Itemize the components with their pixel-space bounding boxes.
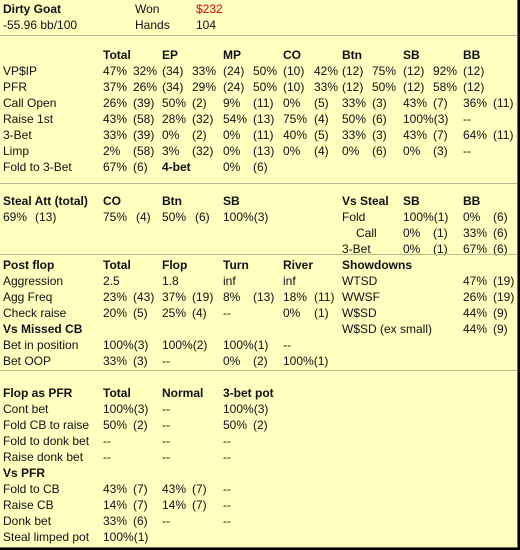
flop-pfr-row-cell: 50% bbox=[223, 418, 248, 432]
vs-pfr-row-cell: -- bbox=[223, 482, 231, 496]
flop-pfr-col-3bet: 3-bet pot bbox=[223, 386, 274, 400]
preflop-row-cell: 0% bbox=[162, 128, 180, 142]
preflop-row-cell: 100%(3) bbox=[403, 112, 449, 126]
preflop-col-co: CO bbox=[283, 48, 301, 62]
preflop-row-cell: 43% bbox=[403, 96, 428, 110]
preflop-row-cell: 50% bbox=[372, 80, 397, 94]
vs-steal-row-label: Call bbox=[356, 226, 377, 240]
missed-cb-row-label: Bet OOP bbox=[3, 354, 52, 368]
vs-steal-row-cell: (6) bbox=[493, 210, 508, 224]
vs-pfr-row-label: Fold to CB bbox=[3, 482, 60, 496]
postflop-row-cell: 8% bbox=[223, 290, 241, 304]
separator bbox=[0, 370, 517, 371]
vs-steal-row-cell: 67% bbox=[463, 242, 488, 256]
preflop-row-cell: 50% bbox=[253, 80, 278, 94]
preflop-row-label: Fold to 3-Bet bbox=[3, 160, 72, 174]
postflop-row-cell: (1) bbox=[314, 306, 329, 320]
steal-col-co: CO bbox=[103, 194, 121, 208]
vs-steal-row-cell: 100%(1) bbox=[403, 210, 449, 224]
preflop-row-cell: (58) bbox=[133, 112, 155, 126]
preflop-col-bb: BB bbox=[463, 48, 481, 62]
vs-steal-row-cell: 33% bbox=[463, 226, 488, 240]
preflop-row-cell: (6) bbox=[372, 112, 387, 126]
showdown-value: 44% bbox=[463, 322, 488, 336]
vs-pfr-row-cell: 33% bbox=[103, 514, 128, 528]
preflop-row-label: PFR bbox=[3, 80, 27, 94]
flop-pfr-row-cell: (2) bbox=[133, 418, 148, 432]
preflop-row-cell: 43% bbox=[403, 128, 428, 142]
preflop-col-btn: Btn bbox=[342, 48, 362, 62]
vs-pfr-row-cell: (7) bbox=[133, 482, 148, 496]
preflop-row-label: VP$IP bbox=[3, 64, 38, 78]
missed-cb-row-cell: (2) bbox=[253, 354, 268, 368]
postflop-row-label: Agg Freq bbox=[3, 290, 53, 304]
vs-pfr-row-label: Raise CB bbox=[3, 498, 54, 512]
preflop-col-ep: EP bbox=[162, 48, 179, 62]
preflop-row-cell: 33% bbox=[314, 80, 339, 94]
preflop-row-label: 3-Bet bbox=[3, 128, 32, 142]
postflop-row-cell: (4) bbox=[192, 306, 207, 320]
postflop-row-cell: (11) bbox=[314, 290, 335, 304]
player-name: Dirty Goat bbox=[3, 2, 62, 16]
preflop-row-cell: 50% bbox=[342, 112, 367, 126]
showdown-count: (9) bbox=[493, 306, 508, 320]
preflop-row-cell: 0% bbox=[283, 96, 301, 110]
postflop-row-cell: (13) bbox=[253, 290, 275, 304]
preflop-row-cell: 33% bbox=[342, 128, 367, 142]
preflop-row-cell: (11) bbox=[253, 96, 274, 110]
vs-steal-row-cell: (1) bbox=[433, 242, 448, 256]
showdown-value: 47% bbox=[463, 274, 488, 288]
preflop-row-cell: 4-bet bbox=[162, 160, 191, 174]
postflop-title: Post flop bbox=[3, 258, 55, 272]
postflop-col-flop: Flop bbox=[162, 258, 188, 272]
preflop-row-cell: 58% bbox=[433, 80, 458, 94]
preflop-row-cell: (2) bbox=[192, 128, 207, 142]
preflop-row-cell: 3% bbox=[162, 144, 180, 158]
showdown-value: 26% bbox=[463, 290, 488, 304]
preflop-row-cell: (32) bbox=[192, 144, 214, 158]
preflop-row-label: Call Open bbox=[3, 96, 57, 110]
flop-pfr-row-cell: -- bbox=[162, 450, 170, 464]
steal-co-count: (4) bbox=[136, 210, 151, 224]
vs-steal-row-cell: (6) bbox=[493, 242, 508, 256]
missed-cb-row-cell: 33% bbox=[103, 354, 128, 368]
vs-steal-row-cell: 0% bbox=[463, 210, 481, 224]
showdown-count: (9) bbox=[493, 322, 508, 336]
missed-cb-row-cell: -- bbox=[283, 338, 291, 352]
preflop-row-cell: (24) bbox=[223, 64, 245, 78]
vs-pfr-row-cell: -- bbox=[223, 514, 231, 528]
steal-col-btn: Btn bbox=[162, 194, 182, 208]
preflop-row-cell: 43% bbox=[103, 112, 128, 126]
preflop-row-cell: (11) bbox=[253, 128, 274, 142]
preflop-row-cell: 75% bbox=[283, 112, 308, 126]
preflop-row-cell: (7) bbox=[433, 128, 448, 142]
postflop-row-cell: inf bbox=[223, 274, 236, 288]
vs-pfr-row-cell: 43% bbox=[162, 482, 187, 496]
showdown-count: (19) bbox=[493, 274, 515, 288]
flop-pfr-row-cell: -- bbox=[162, 418, 170, 432]
postflop-row-cell: -- bbox=[223, 306, 231, 320]
separator bbox=[0, 35, 517, 36]
preflop-row-cell: 54% bbox=[223, 112, 248, 126]
preflop-row-cell: (13) bbox=[253, 112, 275, 126]
preflop-row-cell: 26% bbox=[133, 80, 158, 94]
flop-pfr-row-cell: 50% bbox=[103, 418, 128, 432]
hands-value: 104 bbox=[196, 18, 217, 32]
missed-cb-row-cell: 100%(1) bbox=[283, 354, 329, 368]
vs-steal-row-cell: (6) bbox=[493, 226, 508, 240]
flop-pfr-row-cell: -- bbox=[223, 434, 231, 448]
vs-steal-row-label: 3-Bet bbox=[342, 242, 371, 256]
won-value: $232 bbox=[196, 2, 223, 16]
showdowns-title: Showdowns bbox=[342, 258, 412, 272]
flop-pfr-row-cell: -- bbox=[162, 402, 170, 416]
vs-pfr-row-cell: (7) bbox=[133, 498, 148, 512]
flop-pfr-row-cell: 100%(3) bbox=[223, 402, 269, 416]
missed-cb-row-cell: (3) bbox=[133, 354, 148, 368]
vs-pfr-row-cell: 43% bbox=[103, 482, 128, 496]
flop-pfr-row-label: Fold to donk bet bbox=[3, 434, 90, 448]
preflop-row-cell: (5) bbox=[314, 128, 329, 142]
preflop-row-cell: (5) bbox=[314, 96, 329, 110]
preflop-row-cell: (12) bbox=[463, 80, 485, 94]
vs-steal-row-label: Fold bbox=[342, 210, 366, 224]
flop-pfr-row-cell: -- bbox=[103, 434, 111, 448]
postflop-row-cell: 0% bbox=[283, 306, 301, 320]
preflop-row-cell: (2) bbox=[192, 96, 207, 110]
vs-pfr-row-label: Donk bet bbox=[3, 514, 52, 528]
missed-cb-row-cell: -- bbox=[162, 354, 170, 368]
preflop-row-cell: 40% bbox=[283, 128, 308, 142]
preflop-row-cell: 36% bbox=[463, 96, 488, 110]
preflop-row-cell: (34) bbox=[162, 64, 184, 78]
steal-total-count: (13) bbox=[35, 210, 57, 224]
preflop-col-mp: MP bbox=[223, 48, 241, 62]
postflop-row-cell: 1.8 bbox=[162, 274, 179, 288]
vs-steal-row-cell: 0% bbox=[403, 226, 421, 240]
preflop-row-cell: (7) bbox=[433, 96, 448, 110]
steal-btn: 50% bbox=[162, 210, 187, 224]
preflop-row-cell: -- bbox=[463, 144, 471, 158]
preflop-row-cell: 0% bbox=[403, 144, 421, 158]
postflop-row-cell: 37% bbox=[162, 290, 187, 304]
preflop-row-cell: (34) bbox=[162, 80, 184, 94]
preflop-row-cell: (58) bbox=[133, 144, 155, 158]
postflop-row-cell: 25% bbox=[162, 306, 187, 320]
preflop-row-label: Raise 1st bbox=[3, 112, 54, 126]
preflop-row-cell: 47% bbox=[103, 64, 128, 78]
steal-sb: 100%(3) bbox=[223, 210, 269, 224]
showdown-label: W$SD (ex small) bbox=[342, 322, 433, 336]
preflop-row-cell: (6) bbox=[372, 144, 387, 158]
preflop-row-cell: (11) bbox=[493, 96, 514, 110]
vs-steal-row-cell: 0% bbox=[403, 242, 421, 256]
flop-pfr-row-cell: -- bbox=[103, 450, 111, 464]
steal-col-sb: SB bbox=[223, 194, 240, 208]
preflop-row-cell: (3) bbox=[433, 144, 448, 158]
preflop-row-cell: 32% bbox=[133, 64, 158, 78]
missed-cb-row-cell: 100%(3) bbox=[103, 338, 149, 352]
separator bbox=[0, 183, 517, 184]
showdown-value: 44% bbox=[463, 306, 488, 320]
preflop-row-cell: 29% bbox=[192, 80, 217, 94]
showdown-count: (19) bbox=[493, 290, 515, 304]
preflop-row-cell: (39) bbox=[133, 128, 155, 142]
missed-cb-row-cell: 0% bbox=[223, 354, 241, 368]
postflop-row-cell: 23% bbox=[103, 290, 128, 304]
preflop-row-cell: (11) bbox=[493, 128, 514, 142]
hands-label: Hands bbox=[135, 18, 170, 32]
flop-pfr-row-cell: 100%(3) bbox=[103, 402, 149, 416]
flop-pfr-title: Flop as PFR bbox=[3, 386, 73, 400]
preflop-row-cell: 67% bbox=[103, 160, 128, 174]
missed-cb-row-cell: 100%(2) bbox=[162, 338, 208, 352]
steal-btn-count: (6) bbox=[195, 210, 210, 224]
vs-pfr-row-cell: (7) bbox=[192, 482, 207, 496]
preflop-row-cell: (39) bbox=[133, 96, 155, 110]
postflop-row-cell: inf bbox=[283, 274, 296, 288]
preflop-col-sb: SB bbox=[403, 48, 420, 62]
preflop-row-cell: 0% bbox=[223, 128, 241, 142]
vs-pfr-row-cell: (6) bbox=[133, 514, 148, 528]
flop-pfr-row-cell: -- bbox=[162, 434, 170, 448]
postflop-row-cell: 18% bbox=[283, 290, 308, 304]
preflop-row-cell: 42% bbox=[314, 64, 339, 78]
steal-co: 75% bbox=[103, 210, 128, 224]
flop-pfr-row-label: Cont bet bbox=[3, 402, 49, 416]
preflop-row-cell: 37% bbox=[103, 80, 128, 94]
preflop-row-cell: 9% bbox=[223, 96, 241, 110]
preflop-row-cell: (12) bbox=[463, 64, 485, 78]
vs-pfr-row-cell: -- bbox=[162, 514, 170, 528]
vs-steal-col-bb: BB bbox=[463, 194, 481, 208]
vs-pfr-row-cell: 14% bbox=[162, 498, 187, 512]
preflop-row-cell: 28% bbox=[162, 112, 187, 126]
vs-pfr-row-label: Steal limped pot bbox=[3, 530, 90, 544]
vs-pfr-title: Vs PFR bbox=[3, 466, 46, 480]
preflop-row-cell: 0% bbox=[223, 144, 241, 158]
winrate: -55.96 bb/100 bbox=[3, 18, 78, 32]
preflop-row-cell: (13) bbox=[253, 144, 275, 158]
preflop-row-cell: 50% bbox=[253, 64, 278, 78]
separator bbox=[0, 254, 517, 255]
postflop-row-cell: (5) bbox=[133, 306, 148, 320]
preflop-row-cell: (6) bbox=[253, 160, 268, 174]
postflop-row-cell: 2.5 bbox=[103, 274, 120, 288]
showdown-label: W$SD bbox=[342, 306, 377, 320]
postflop-col-river: River bbox=[283, 258, 314, 272]
preflop-row-cell: 64% bbox=[463, 128, 488, 142]
preflop-row-cell: (12) bbox=[342, 64, 364, 78]
postflop-row-cell: 20% bbox=[103, 306, 128, 320]
preflop-row-cell: 33% bbox=[342, 96, 367, 110]
vs-pfr-row-cell: 14% bbox=[103, 498, 128, 512]
missed-cb-title: Vs Missed CB bbox=[3, 322, 83, 336]
preflop-row-cell: (6) bbox=[133, 160, 148, 174]
flop-pfr-col-normal: Normal bbox=[162, 386, 204, 400]
steal-total: 69% bbox=[3, 210, 28, 224]
flop-pfr-row-cell: (2) bbox=[253, 418, 268, 432]
preflop-row-cell: 26% bbox=[103, 96, 128, 110]
preflop-row-cell: 92% bbox=[433, 64, 458, 78]
postflop-col-turn: Turn bbox=[223, 258, 249, 272]
preflop-row-cell: 0% bbox=[283, 144, 301, 158]
missed-cb-row-label: Bet in position bbox=[3, 338, 79, 352]
won-label: Won bbox=[135, 2, 160, 16]
preflop-row-cell: 0% bbox=[223, 160, 241, 174]
postflop-row-cell: (43) bbox=[133, 290, 155, 304]
vs-pfr-row-cell: (7) bbox=[192, 498, 207, 512]
postflop-row-label: Check raise bbox=[3, 306, 67, 320]
vs-steal-row-cell: (1) bbox=[433, 226, 448, 240]
preflop-row-cell: 2% bbox=[103, 144, 121, 158]
flop-pfr-row-label: Fold CB to raise bbox=[3, 418, 90, 432]
vs-steal-col-sb: SB bbox=[403, 194, 420, 208]
steal-title: Steal Att (total) bbox=[3, 194, 88, 208]
missed-cb-row-cell: 100%(1) bbox=[223, 338, 269, 352]
vs-steal-title: Vs Steal bbox=[342, 194, 389, 208]
preflop-col-total: Total bbox=[103, 48, 131, 62]
postflop-col-total: Total bbox=[103, 258, 131, 272]
preflop-row-cell: 75% bbox=[372, 64, 397, 78]
preflop-row-cell: (10) bbox=[283, 80, 305, 94]
vs-pfr-row-cell: 100%(1) bbox=[103, 530, 149, 544]
preflop-row-cell: -- bbox=[463, 112, 471, 126]
preflop-row-cell: 33% bbox=[192, 64, 217, 78]
preflop-row-cell: (12) bbox=[342, 80, 364, 94]
flop-pfr-row-cell: -- bbox=[223, 450, 231, 464]
preflop-row-cell: (10) bbox=[283, 64, 305, 78]
preflop-row-cell: 50% bbox=[162, 96, 187, 110]
preflop-row-cell: (4) bbox=[314, 144, 329, 158]
preflop-row-cell: (3) bbox=[372, 128, 387, 142]
preflop-row-cell: (12) bbox=[403, 64, 425, 78]
preflop-row-cell: (3) bbox=[372, 96, 387, 110]
preflop-row-cell: (32) bbox=[192, 112, 214, 126]
preflop-row-cell: 33% bbox=[103, 128, 128, 142]
preflop-row-cell: (24) bbox=[223, 80, 245, 94]
postflop-row-label: Aggression bbox=[3, 274, 64, 288]
preflop-row-cell: (12) bbox=[403, 80, 425, 94]
flop-pfr-col-total: Total bbox=[103, 386, 131, 400]
flop-pfr-row-label: Raise donk bet bbox=[3, 450, 84, 464]
showdown-label: WTSD bbox=[342, 274, 378, 288]
postflop-row-cell: (19) bbox=[192, 290, 214, 304]
vs-pfr-row-cell: -- bbox=[223, 498, 231, 512]
preflop-row-cell: 0% bbox=[342, 144, 360, 158]
preflop-row-cell: (4) bbox=[314, 112, 329, 126]
showdown-label: WWSF bbox=[342, 290, 380, 304]
preflop-row-label: Limp bbox=[3, 144, 30, 158]
